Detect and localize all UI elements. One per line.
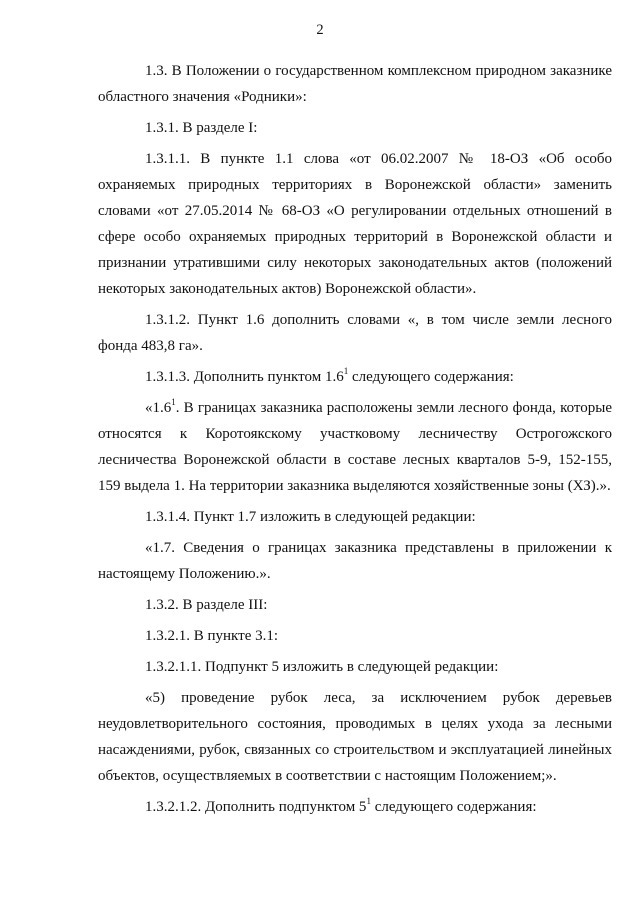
quote-1-6-1-start: «1.6 bbox=[145, 400, 172, 416]
paragraph-1-3-2-1-1: 1.3.2.1.1. Подпункт 5 изложить в следующей редакции: bbox=[145, 659, 499, 675]
superscript-1: 1 bbox=[366, 796, 371, 806]
superscript-1: 1 bbox=[343, 366, 349, 376]
paragraph-1-6-1-quote bbox=[98, 395, 612, 499]
paragraph-1-3-1-3-text: 1.3.1.3. Дополнить пунктом 1.6 bbox=[145, 369, 344, 385]
paragraph-1-3-2-1: 1.3.2.1. В пункте 3.1: bbox=[145, 628, 279, 644]
paragraph-1-3-1-1: 1.3.1.1. В пункте 1.1 слова «от 06.02.2007 № 18-ОЗ «Об особо охраняемых природных территориях в Воронежской области» заменить словами «от 27.05.2014 № 68-ОЗ «О регулировании отдельных отношений в сфере особо охраняемых природных территорий в Воронежской области и признании утратившими силу некоторых законодательных актов (положений некоторых законодательных актов) Воронежской области». bbox=[98, 151, 612, 297]
superscript-1: 1 bbox=[171, 397, 176, 407]
paragraph-1-3-2: 1.3.2. В разделе III: bbox=[145, 597, 268, 613]
paragraph-1-3: 1.3. В Положении о государственном комплексном природном заказнике областного значения «Родники»: bbox=[98, 63, 612, 105]
paragraph-1-3-1-3-tail: следующего содержания: bbox=[348, 369, 514, 385]
quote-1-6-1-text: . В границах заказника расположены земли лесного фонда, которые относятся к Коротоякскому участковому лесничеству Острогожского лесничества Воронежской области в составе лесных кварталов 5-9, 152-155, 159 выдела 1. На территории заказника выделяются хозяйственные зоны (ХЗ).». bbox=[98, 400, 612, 494]
paragraph-1-3-1: 1.3.1. В разделе I: bbox=[145, 120, 258, 136]
paragraph-1-7-quote: «1.7. Сведения о границах заказника представлены в приложении к настоящему Положению.». bbox=[98, 540, 612, 582]
paragraph-1-3-2-1-2 bbox=[98, 794, 612, 820]
paragraph-1-3-2-1-2-tail: следующего содержания: bbox=[370, 799, 537, 815]
document-body bbox=[98, 58, 612, 825]
paragraph-1-3-2-1-2-text: 1.3.2.1.2. Дополнить подпунктом 5 bbox=[145, 799, 367, 815]
paragraph-1-3-1-4: 1.3.1.4. Пункт 1.7 изложить в следующей редакции: bbox=[145, 509, 476, 525]
paragraph-subpoint-5-quote: «5) проведение рубок леса, за исключением рубок деревьев неудовлетворительного состояния, проводимых в целях ухода за лесными насаждениями, рубок, связанных со строительством и эксплуатацией линейных объектов, осуществляемых в соответствии с настоящим Положением;». bbox=[98, 690, 612, 784]
page-number: 2 bbox=[316, 22, 324, 38]
paragraph-1-3-1-3 bbox=[98, 364, 612, 390]
paragraph-1-3-1-2: 1.3.1.2. Пункт 1.6 дополнить словами «, в том числе земли лесного фонда 483,8 га». bbox=[98, 312, 612, 354]
